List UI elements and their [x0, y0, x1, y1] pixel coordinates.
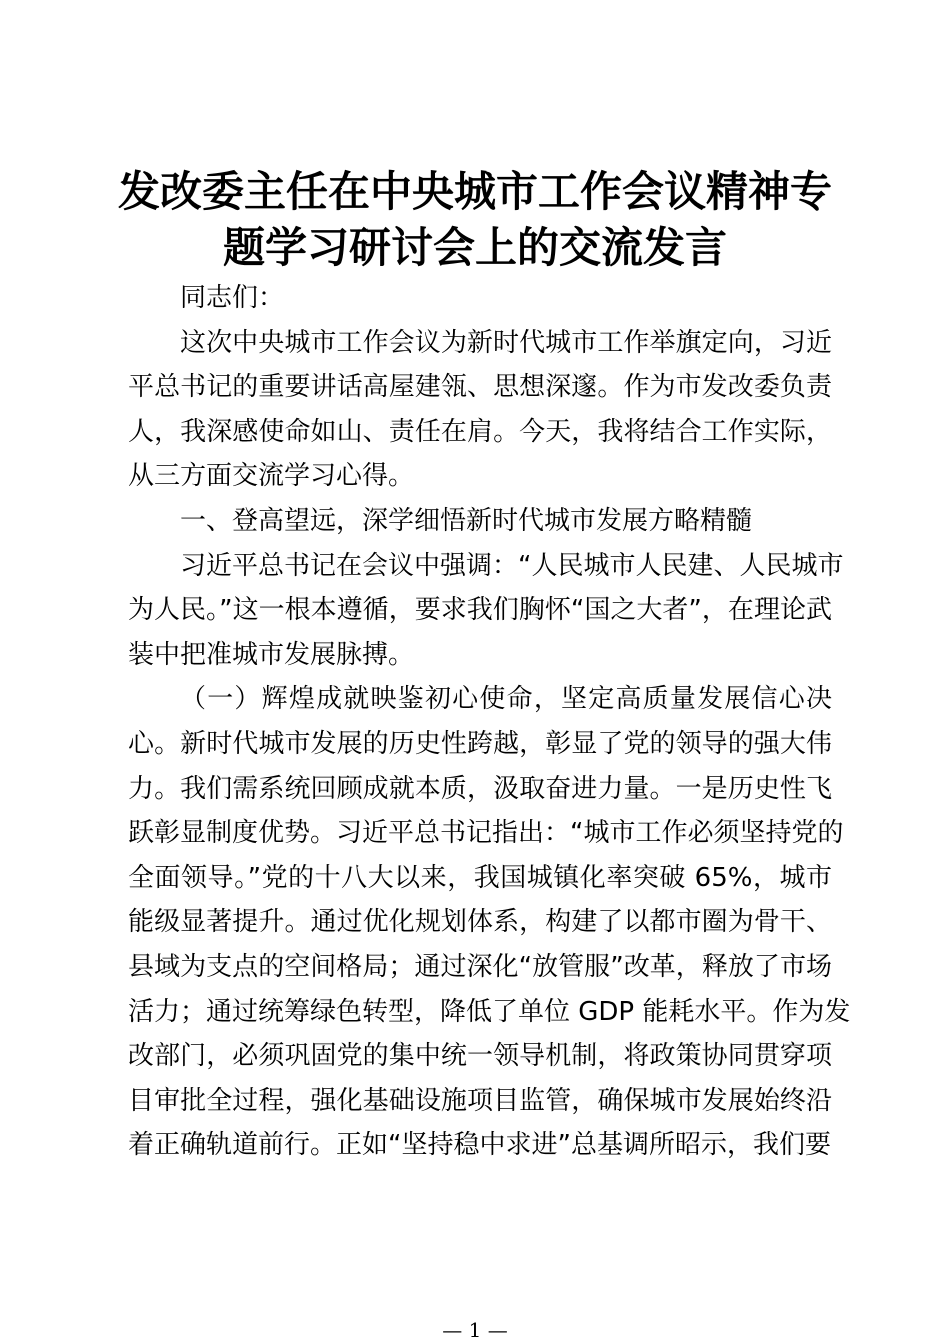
text-line: 从三方面交流学习心得。 — [128, 461, 415, 492]
paragraphs — [128, 321, 851, 1168]
title-line: 题学习研讨会上的交流发言 — [222, 223, 727, 272]
section-heading — [128, 499, 832, 544]
text-line: 装中把准城市发展脉搏。 — [128, 639, 415, 670]
title-line: 发改委主任在中央城市工作会议精神专 — [117, 167, 832, 216]
text-line: 一、登高望远，深学细悟新时代城市发展方略精髓 — [180, 505, 753, 536]
text-line: 能级显著提升。通过优化规划体系，构建了以都市圈为骨干、 — [128, 907, 832, 938]
document-title — [100, 164, 850, 276]
text-line: 活力；通过统筹绿色转型，降低了单位 GDP 能耗水平。作为发 — [128, 996, 851, 1027]
text-line: 全面领导。”党的十八大以来，我国城镇化率突破 65%，城市 — [128, 862, 832, 893]
text-line: （一）辉煌成就映鉴初心使命，坚定高质量发展信心决 — [180, 684, 832, 715]
document-body — [128, 276, 851, 1168]
text-line: 为人民。”这一根本遵循，要求我们胸怀“国之大者”，在理论武 — [128, 595, 832, 626]
text-line: 跃彰显制度优势。习近平总书记指出：“城市工作必须坚持党的 — [128, 818, 844, 849]
text-line: 习近平总书记在会议中强调：“人民城市人民建、人民城市 — [180, 550, 844, 581]
text-line: 心。新时代城市发展的历史性跨越，彰显了党的领导的强大伟 — [128, 728, 832, 759]
text-line: 人，我深感使命如山、责任在肩。今天，我将结合工作实际， — [128, 416, 832, 447]
paragraph — [128, 677, 851, 1168]
text-line: 平总书记的重要讲话高屋建瓴、思想深邃。作为市发改委负责 — [128, 372, 832, 403]
salutation: 同志们： — [180, 283, 285, 313]
text-line: 力。我们需系统回顾成就本质，汲取奋进力量。一是历史性飞 — [128, 773, 832, 804]
text-line: 着正确轨道前行。正如“坚持稳中求进”总基调所昭示，我们要 — [128, 1130, 831, 1161]
text-line: 这次中央城市工作会议为新时代城市工作举旗定向，习近 — [180, 327, 832, 358]
text-line: 目审批全过程，强化基础设施项目监管，确保城市发展始终沿 — [128, 1085, 832, 1116]
text-line: 改部门，必须巩固党的集中统一领导机制，将政策协同贯穿项 — [128, 1041, 832, 1072]
paragraph — [128, 321, 832, 499]
page-number: — 1 — — [442, 1318, 508, 1342]
text-line: 县域为支点的空间格局；通过深化“放管服”改革，释放了市场 — [128, 951, 832, 982]
paragraph — [128, 544, 844, 678]
